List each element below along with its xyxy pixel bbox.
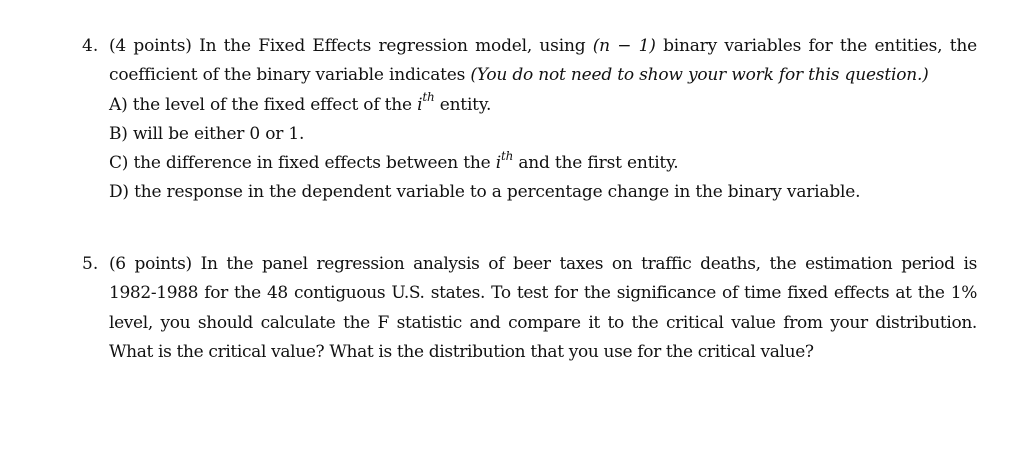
stem-text: binary variables for the entities, the bbox=[663, 36, 977, 56]
question-number: 4. bbox=[82, 36, 99, 56]
question-stem-line-2 bbox=[109, 61, 977, 90]
option-c bbox=[109, 149, 977, 178]
math-variable: i bbox=[417, 94, 423, 115]
option-label: C) bbox=[109, 153, 129, 174]
math-superscript: th bbox=[500, 148, 514, 163]
instruction-note: (You do not need to show your work for this question.) bbox=[470, 65, 929, 86]
option-text: will be either 0 or 1. bbox=[132, 123, 305, 144]
question-stem-line-1 bbox=[109, 32, 977, 61]
question-text-line-1: (6 points) In the panel regression analysis of beer taxes on traffic deaths, the estimation period is bbox=[109, 254, 977, 274]
math-expression: (n − 1) bbox=[592, 36, 656, 56]
stem-text: coefficient of the binary variable indicates bbox=[109, 65, 466, 86]
question-5 bbox=[82, 250, 977, 367]
question-text-line-4: What is the critical value? What is the distribution that you use for the critical value? bbox=[109, 341, 814, 362]
option-label: A) bbox=[109, 94, 128, 115]
question-number: 5. bbox=[82, 254, 99, 274]
question-4 bbox=[82, 32, 977, 208]
option-d bbox=[109, 178, 977, 207]
option-text: and the first entity. bbox=[518, 153, 679, 174]
question-text-line-2: 1982-1988 for the 48 contiguous U.S. states. To test for the significance of time fixed effects at the 1% bbox=[109, 283, 977, 304]
option-label: B) bbox=[109, 123, 128, 144]
option-b bbox=[109, 120, 977, 149]
option-text: the level of the fixed effect of the bbox=[132, 94, 412, 115]
math-superscript: th bbox=[422, 89, 435, 104]
option-label: D) bbox=[109, 182, 129, 203]
question-body bbox=[109, 250, 977, 367]
question-body bbox=[109, 32, 977, 208]
option-text: the response in the dependent variable to a percentage change in the binary variable. bbox=[134, 182, 861, 203]
math-variable: i bbox=[495, 153, 501, 174]
option-text: entity. bbox=[439, 94, 492, 115]
option-text: the difference in fixed effects between the bbox=[133, 153, 491, 174]
option-a bbox=[109, 91, 977, 120]
question-text-line-3: level, you should calculate the F statistic and compare it to the critical value from your distribution. bbox=[109, 312, 977, 333]
points: (4 points) bbox=[109, 36, 192, 56]
stem-text: In the Fixed Effects regression model, using bbox=[199, 36, 586, 56]
